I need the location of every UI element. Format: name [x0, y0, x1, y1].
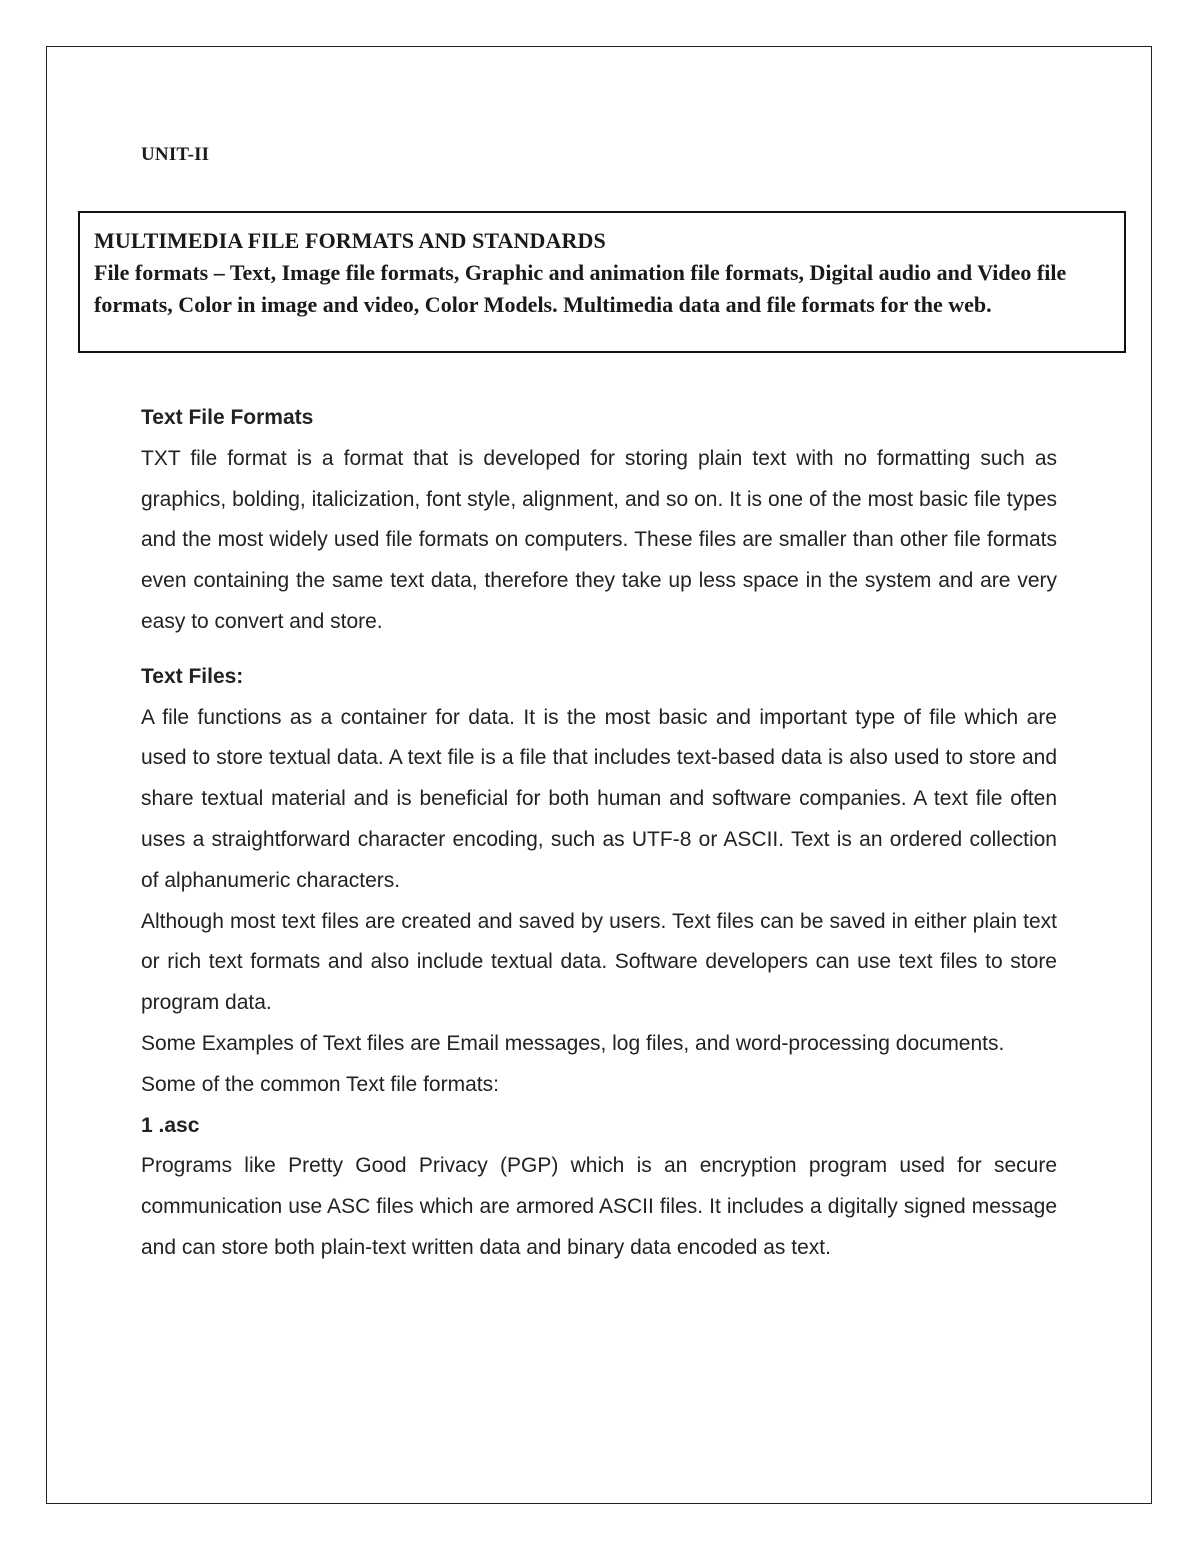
unit-label: UNIT-II	[141, 144, 210, 165]
heading-text-file-formats: Text File Formats	[141, 406, 314, 429]
paragraph-text-file-formats: TXT file format is a format that is developed for storing plain text with no formatting such as graphics, bolding, italicization, font style, alignment, and so on. It is one of the most basic file types and the most widely used file formats on computers. These files are smaller than other file formats even containing the same text data, therefore they take up less space in the system and are very easy to convert and store.	[141, 446, 1057, 633]
paragraph-text-files-4: Some of the common Text file formats:	[141, 1072, 499, 1096]
syllabus-title: MULTIMEDIA FILE FORMATS AND STANDARDS	[94, 228, 606, 253]
syllabus-box	[78, 211, 1126, 353]
heading-asc: 1 .asc	[141, 1113, 200, 1137]
paragraph-text-files-3: Some Examples of Text files are Email messages, log files, and word-processing documents.	[141, 1031, 1005, 1055]
main-content	[141, 398, 1057, 1269]
syllabus-body: File formats – Text, Image file formats, Graphic and animation file formats, Digital audio and Video file formats, Color in image and video, Color Models. Multimedia data and file formats for the web.	[94, 260, 1067, 317]
paragraph-text-files-2: Although most text files are created and saved by users. Text files can be saved in either plain text or rich text formats and also include textual data. Software developers can use text files to store program data.	[141, 909, 1057, 1015]
paragraph-asc: Programs like Pretty Good Privacy (PGP) which is an encryption program used for secure communication use ASC files which are armored ASCII files. It includes a digitally signed message and can store both plain-text written data and binary data encoded as text.	[141, 1154, 1057, 1259]
heading-text-files: Text Files:	[141, 664, 244, 688]
paragraph-text-files-1: A file functions as a container for data. It is the most basic and important type of file which are used to store textual data. A text file is a file that includes text-based data is also used to store and share textual material and is beneficial for both human and software companies. A text file often uses a straightforward character encoding, such as UTF-8 or ASCII. Text is an ordered collection of alphanumeric characters.	[141, 705, 1057, 892]
